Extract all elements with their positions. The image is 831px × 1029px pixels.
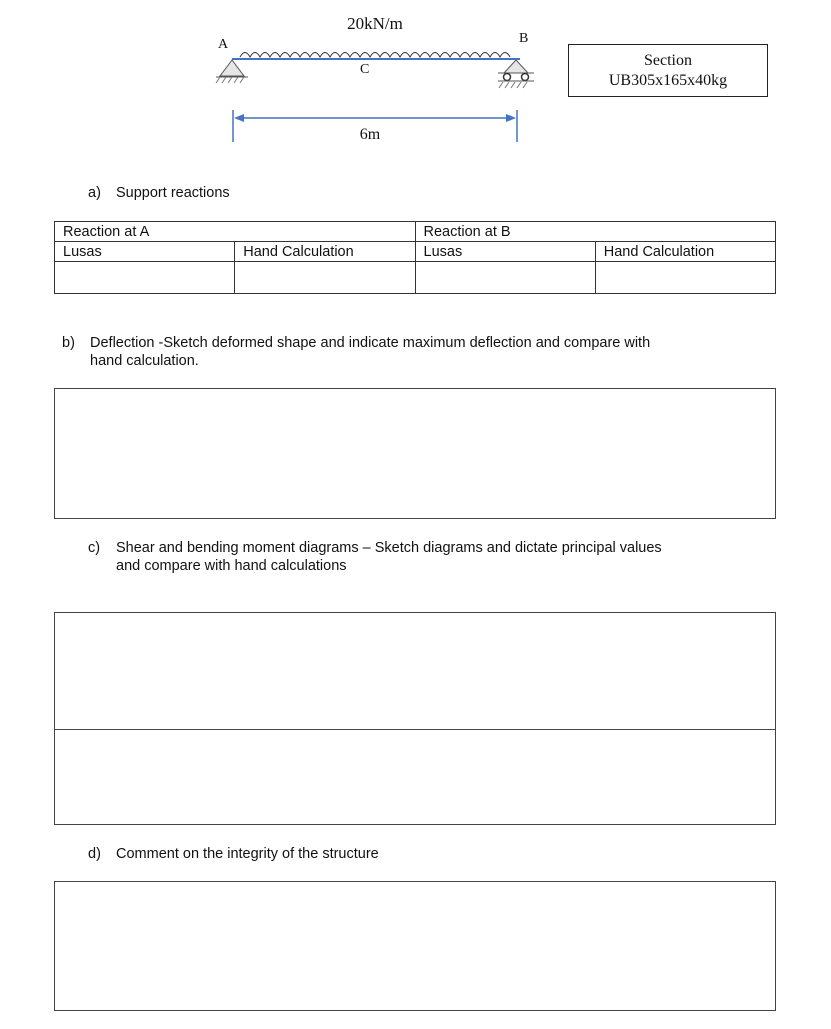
- hand-a-cell[interactable]: [235, 262, 415, 294]
- question-d-letter: d): [88, 846, 101, 862]
- hand-b-header: Hand Calculation: [595, 242, 775, 262]
- question-b-line2: hand calculation.: [90, 353, 199, 369]
- reactions-table: [54, 221, 776, 294]
- question-a-text: Support reactions: [116, 185, 230, 201]
- lusas-a-cell[interactable]: [55, 262, 235, 294]
- hand-b-cell[interactable]: [595, 262, 775, 294]
- section-value: UB305x165x40kg: [608, 72, 728, 89]
- section-box: [568, 44, 768, 97]
- question-b-letter: b): [62, 335, 75, 351]
- question-b-line1: Deflection -Sketch deformed shape and indicate maximum deflection and compare with: [90, 335, 651, 351]
- section-title: Section: [644, 52, 692, 69]
- shear-diagram-box[interactable]: [54, 612, 776, 730]
- deflection-answer-box[interactable]: [54, 388, 776, 519]
- hand-a-header: Hand Calculation: [235, 242, 415, 262]
- span-label: 6m: [359, 126, 381, 143]
- pin-support-icon: [216, 60, 248, 83]
- roller-support-icon: [498, 60, 534, 88]
- question-c: [88, 539, 768, 575]
- reaction-b-header: Reaction at B: [415, 222, 776, 242]
- load-label: 20kN/m: [347, 14, 403, 33]
- question-d: [88, 845, 379, 863]
- question-c-letter: c): [88, 540, 101, 556]
- question-a-letter: a): [88, 185, 101, 201]
- question-d-text: Comment on the integrity of the structure: [116, 846, 379, 862]
- question-a: [88, 184, 230, 202]
- question-b: [62, 334, 762, 370]
- reaction-a-header: Reaction at A: [55, 222, 416, 242]
- point-a-label: A: [218, 37, 229, 52]
- point-c-label: C: [360, 62, 370, 77]
- lusas-b-header: Lusas: [415, 242, 595, 262]
- bending-moment-box[interactable]: [54, 729, 776, 825]
- integrity-comment-box[interactable]: [54, 881, 776, 1011]
- question-c-line1: Shear and bending moment diagrams – Sketch diagrams and dictate principal values: [116, 540, 662, 556]
- lusas-a-header: Lusas: [55, 242, 235, 262]
- point-b-label: B: [519, 31, 529, 46]
- lusas-b-cell[interactable]: [415, 262, 595, 294]
- distributed-load-icon: [240, 53, 510, 58]
- question-c-line2: and compare with hand calculations: [116, 558, 347, 574]
